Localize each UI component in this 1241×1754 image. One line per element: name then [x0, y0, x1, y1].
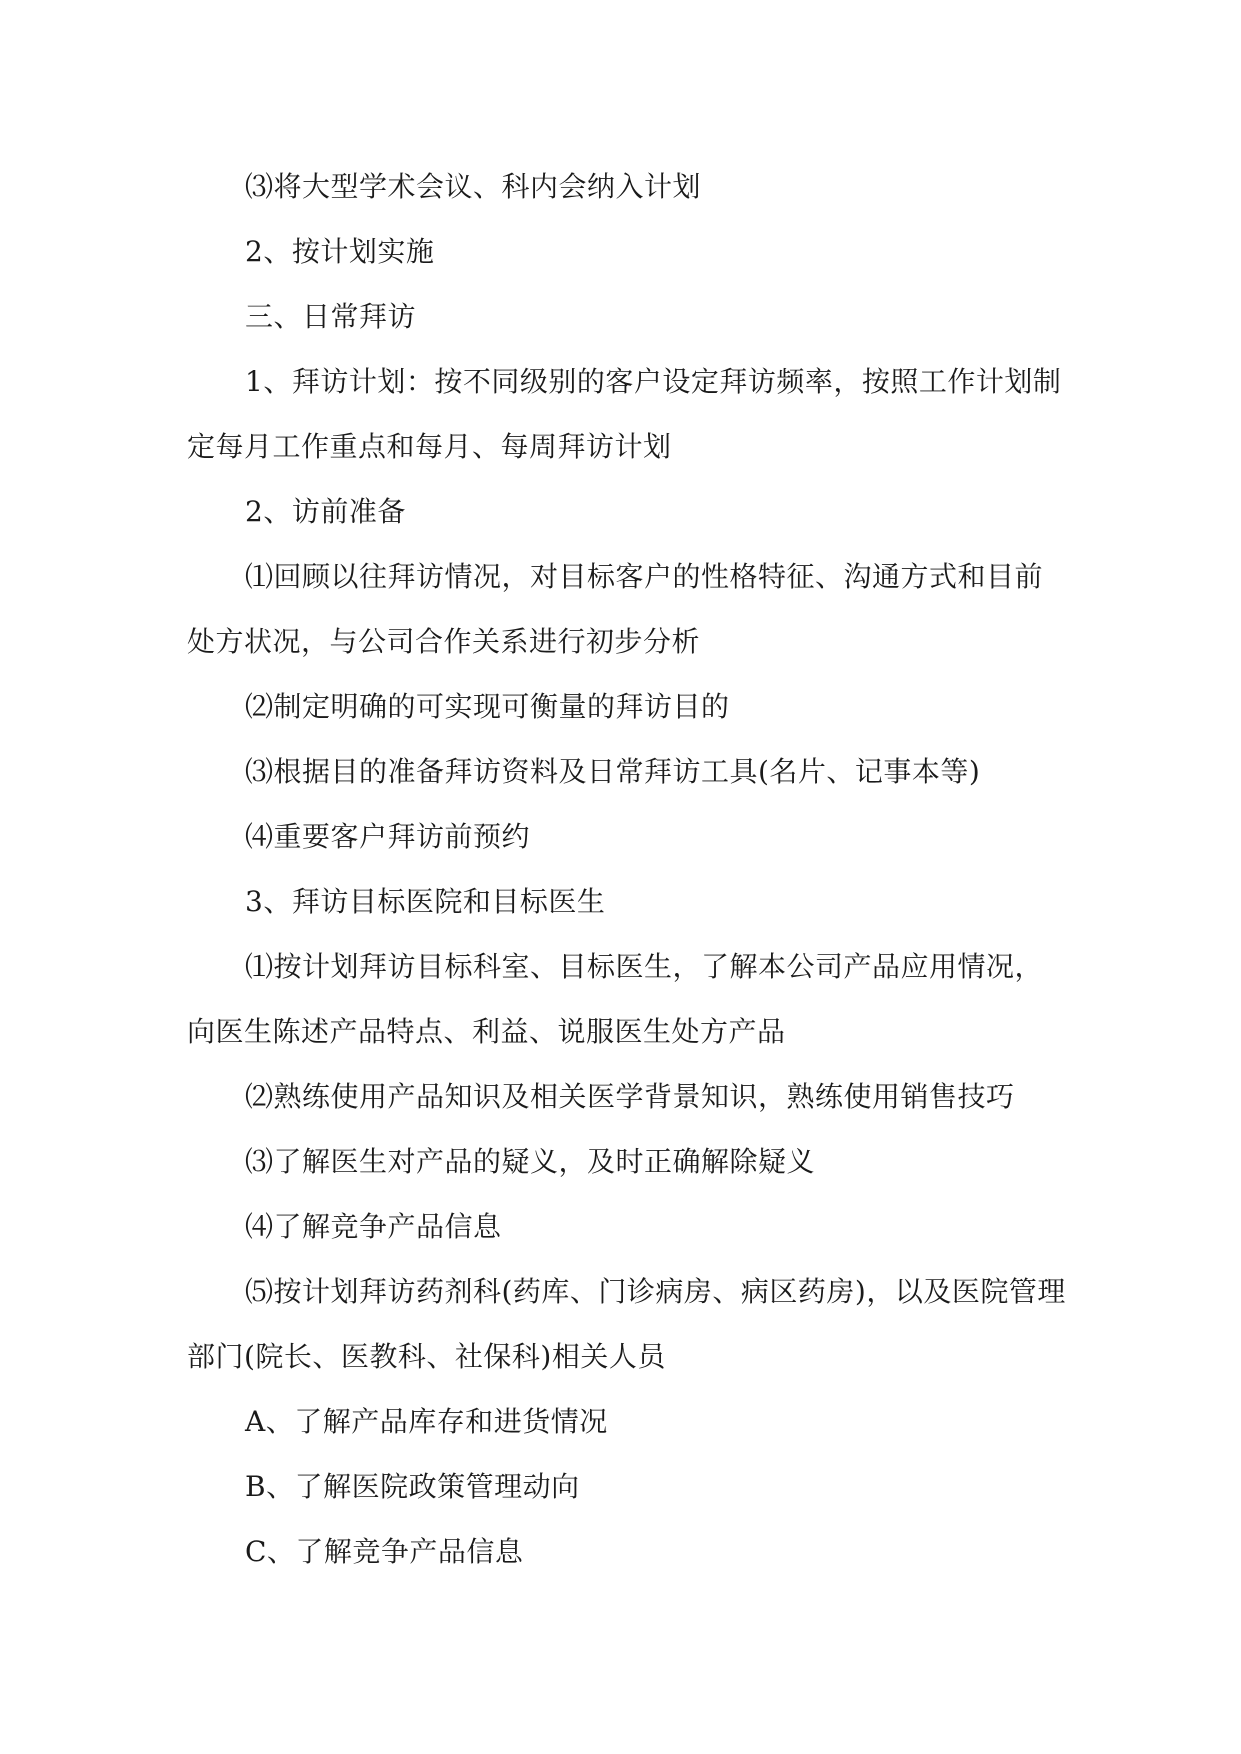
paragraph-appointment: ⑷重要客户拜访前预约	[245, 820, 531, 853]
paragraph-set-goals: ⑵制定明确的可实现可衡量的拜访目的	[245, 690, 730, 723]
paragraph-visit-targets: 3、拜访目标医院和目标医生	[245, 885, 606, 918]
paragraph-visit-departments: ⑴按计划拜访目标科室、目标医生，了解本公司产品应用情况，向医生陈述产品特点、利益、说服医生处方产品	[187, 950, 1044, 1048]
paragraph-review-history: ⑴回顾以往拜访情况，对目标客户的性格特征、沟通方式和目前处方状况，与公司合作关系进行初步分析	[187, 560, 1044, 658]
paragraph-item-a-inventory: A、了解产品库存和进货情况	[245, 1405, 608, 1438]
paragraph-pre-visit-prep: 2、访前准备	[245, 495, 406, 528]
paragraph-visit-pharmacy: ⑸按计划拜访药剂科(药库、门诊病房、病区药房)，以及医院管理部门(院长、医教科、社保科)相关人员	[187, 1275, 1066, 1373]
paragraph-item-b-policy: B、了解医院政策管理动向	[245, 1470, 580, 1503]
paragraph-item-c-competitor: C、了解竞争产品信息	[245, 1535, 524, 1568]
paragraph-prepare-materials: ⑶根据目的准备拜访资料及日常拜访工具(名片、记事本等)	[245, 755, 981, 788]
paragraph-resolve-doubts: ⑶了解医生对产品的疑义，及时正确解除疑义	[245, 1145, 816, 1178]
section-heading-daily-visit: 三、日常拜访	[245, 300, 417, 333]
paragraph-competitor-info: ⑷了解竞争产品信息	[245, 1210, 502, 1243]
paragraph-product-knowledge: ⑵熟练使用产品知识及相关医学背景知识，熟练使用销售技巧	[245, 1080, 1015, 1113]
paragraph-implement-plan: 2、按计划实施	[245, 235, 435, 268]
document-body	[187, 154, 1067, 1584]
paragraph-item-3-meeting-plan: ⑶将大型学术会议、科内会纳入计划	[245, 170, 702, 203]
paragraph-visit-plan: 1、拜访计划：按不同级别的客户设定拜访频率，按照工作计划制定每月工作重点和每月、每周拜访计划	[187, 365, 1062, 463]
